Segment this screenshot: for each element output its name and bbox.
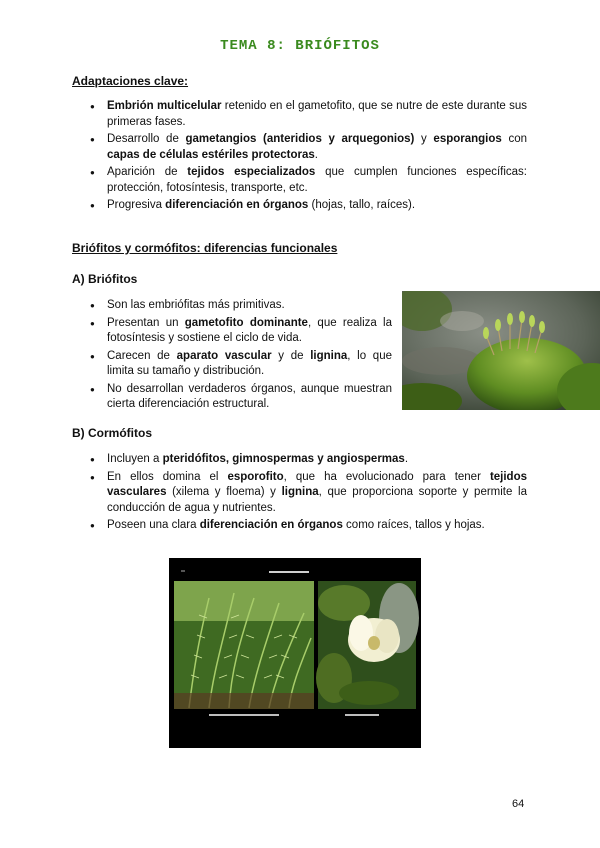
list-item: ● No desarrollan verdaderos órganos, aunque muestran cierta diferenciación estructural. — [90, 382, 392, 413]
page-title: TEMA 8: BRIÓFITOS — [220, 38, 380, 54]
list-item: ● Poseen una clara diferenciación en órganos como raíces, tallos y hojas. — [90, 518, 527, 534]
briofitos-list — [90, 298, 392, 415]
list-item: ● Incluyen a pteridófitos, gimnospermas y angiospermas. — [90, 452, 527, 468]
list-item: ● Embrión multicelular retenido en el gametofito, que se nutre de este durante sus primeras fases. — [90, 99, 527, 130]
moss-photo — [402, 291, 600, 410]
page-number: 64 — [512, 798, 525, 810]
cormofitos-list — [90, 452, 527, 536]
section-heading-functional-differences: Briófitos y cormófitos: diferencias funcionales — [72, 241, 338, 255]
list-item: ● Desarrollo de gametangios (anteridios y arquegonios) y esporangios con capas de células estériles protectoras. — [90, 132, 527, 163]
list-item: ● Progresiva diferenciación en órganos (hojas, tallo, raíces). — [90, 198, 527, 214]
section-heading-adaptations: Adaptaciones clave: — [72, 74, 189, 88]
adaptations-list — [90, 99, 527, 216]
magnolia-photo — [316, 581, 419, 709]
cormophytes-figure — [169, 558, 421, 748]
list-item: ● Son las embriófitas más primitivas. — [90, 298, 392, 314]
fern-photo — [174, 581, 314, 709]
list-item: ● En ellos domina el esporofito, que ha evolucionado para tener tejidos vasculares (xilema y floema) y lignina, que proporciona soporte y permite la conducción de agua y nutrientes. — [90, 470, 527, 517]
subsection-heading-briofitos: A) Briófitos — [72, 272, 138, 286]
list-item: ● Carecen de aparato vascular y de lignina, lo que limita su tamaño y distribución. — [90, 349, 392, 380]
list-item: ● Presentan un gametofito dominante, que realiza la fotosíntesis y sostiene el ciclo de vida. — [90, 316, 392, 347]
list-item: ● Aparición de tejidos especializados que cumplen funciones específicas: protección, fotosíntesis, transporte, etc. — [90, 165, 527, 196]
subsection-heading-cormofitos: B) Cormófitos — [72, 426, 152, 440]
